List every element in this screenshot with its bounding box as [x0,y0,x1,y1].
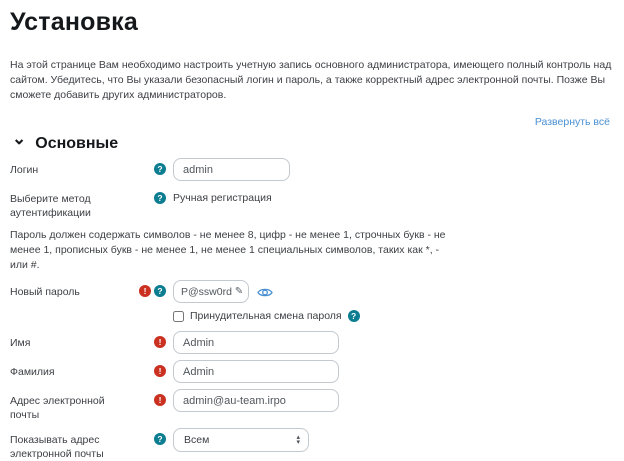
required-icon: ! [154,365,166,377]
admin-account-form [10,158,614,461]
row-email [10,389,614,422]
help-icon[interactable]: ? [154,163,166,175]
pencil-icon: ✎ [234,286,244,297]
username-input[interactable] [173,158,290,181]
section-title: Основные [35,135,119,152]
eye-icon [257,286,273,299]
show-password-toggle[interactable] [257,286,273,299]
expand-all-row [10,116,610,128]
chevron-down-icon: ⌄ [12,135,27,147]
required-icon: ! [154,394,166,406]
auth-method-value: Ручная регистрация [173,192,272,204]
email-label: Адрес электронной почты [10,395,105,421]
force-password-change-checkbox[interactable] [173,311,184,322]
row-firstname [10,331,614,354]
row-lastname [10,360,614,383]
row-new-password [10,280,614,303]
intro-text: На этой странице Вам необходимо настроить учетную запись основного администратора, имеющего полный контроль над сайтом. Убедитесь, что Вы указали безопасный логин и пароль, а также корректный адрес электронной почты. Позже Вы сможете добавить других администраторов. [10,59,612,101]
auth-method-label: Выберите метод аутентификации [10,193,91,219]
firstname-label: Имя [10,337,31,349]
row-force-password-change [10,309,614,322]
username-label: Логин [10,164,39,176]
lastname-label: Фамилия [10,366,55,378]
help-icon[interactable]: ? [154,433,166,445]
page-title: Установка [10,8,138,36]
email-visibility-label: Показывать адрес электронной почты [10,434,104,460]
force-password-change-label: Принудительная смена пароля [190,310,342,322]
email-visibility-select[interactable] [173,428,309,452]
expand-all-link[interactable]: Развернуть всё [534,116,610,128]
row-email-visibility [10,428,614,461]
lastname-input[interactable] [173,360,339,383]
new-password-label: Новый пароль [10,286,80,298]
email-input[interactable] [173,389,339,412]
password-policy-text: Пароль должен содержать символов - не менее 8, цифр - не менее 1, строчных букв - не менее 1, прописных букв - не менее 1, не менее 1 специальных символов, таких как *, - или #. [10,229,446,271]
new-password-value: P@ssw0rd [181,285,232,298]
required-icon: ! [154,336,166,348]
select-caret-icon: ▴ ▾ [296,434,300,446]
email-visibility-value: Всем [184,434,210,446]
help-icon[interactable]: ? [154,285,166,297]
section-header-general[interactable] [12,135,614,153]
help-icon[interactable]: ? [348,310,360,322]
new-password-input[interactable] [173,280,249,303]
help-icon[interactable]: ? [154,192,166,204]
required-icon: ! [139,285,151,297]
row-username [10,158,614,181]
row-password-policy [10,226,614,274]
firstname-input[interactable] [173,331,339,354]
row-auth-method [10,187,614,220]
